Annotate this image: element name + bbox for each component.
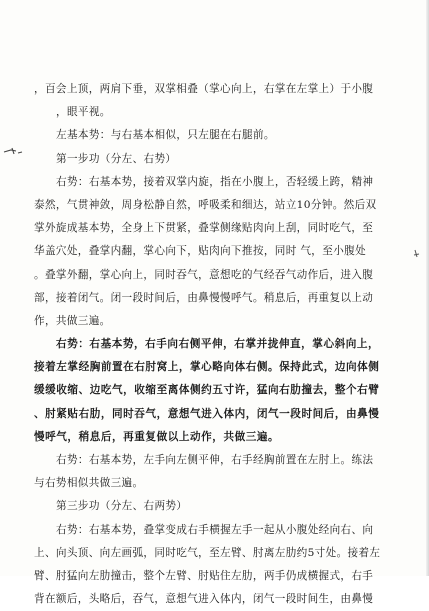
- text-line: ，眼平视。: [56, 106, 111, 119]
- text-line: 背在额后，头略后，吞气，意想气进入体内，闭气一段时间生，由鼻慢: [34, 593, 374, 606]
- text-line: 接着左掌经胸前置在右肘窝上，掌心略向体右侧。保持此式，边向体侧: [34, 361, 380, 374]
- text-line: 华盖穴处，叠掌内翻，掌心向下，贴肉向下推按，同时 气，至小腹处: [34, 245, 367, 258]
- text-line: 右势：右基本势，接着双掌内旋，指在小腹上，否轻缓上跨，精神: [56, 175, 374, 188]
- text-line: 掌外旋成基本势，全身上下贯紧，叠掌侧缘贴肉向上刮，同时吃气，至: [34, 222, 374, 235]
- text-line: ，百会上顶，两肩下垂，双掌相叠（掌心向上，右掌在左掌上）于小腹: [34, 83, 374, 95]
- text-line: 。叠掌外翻，掌心向上，同时吞气，意想吃的气经吞气动作后，进入腹: [34, 268, 374, 281]
- text-line: 与右势相似共做三遍。: [34, 477, 144, 490]
- text-line: 、肘紧贴右肋，同时吞气，意想气进入体内，闭气一段时间后，由鼻慢: [34, 407, 380, 420]
- text-line: 慢呼气，稍息后，再重复做以上动作，共做三遍。: [34, 430, 280, 443]
- text-line: 缓缓收缩、边吃气，收缩至离体侧约五寸许，猛向右肋撞去，整个右臂: [34, 384, 380, 397]
- body-text: [34, 78, 389, 611]
- scan-speck-mark: [412, 248, 422, 260]
- text-line: 右势：右基本势，叠掌变成右手横握左手一起从小腹处经向右、向: [56, 523, 374, 536]
- text-line: 右势：右基本势，右手向右侧平伸，右掌并拢伸直，掌心斜向上，: [56, 338, 380, 351]
- scan-speck-mark: [2, 143, 24, 159]
- text-line: 右势：右基本势，左手向左侧平伸，右手经胸前置在左肘上。练法: [56, 454, 374, 466]
- section-heading: 第三步功（分左、右两势）: [56, 500, 188, 513]
- text-line: 臂、肘猛向左肋撞击，整个左臂、肘贴住左肋，两手仍成横握式，右手: [34, 569, 374, 582]
- text-line: 作，共做三遍。: [34, 314, 111, 327]
- text-line: 左基本势：与右基本相似，只左腿在右腿前。: [56, 129, 275, 142]
- text-line: 泰然，气贯神敛，周身松静自然，呼吸柔和细达，站立10分钟。然后双: [34, 198, 377, 211]
- section-heading: 第一步功（分左、右势）: [56, 152, 177, 165]
- text-line: 上、向头顶、向左画弧，同时吃气，至左臂、肘离左肋约5寸处。接着左: [34, 546, 381, 559]
- text-line: 部，接着闭气。闭一段时间后，由鼻慢慢呼气。稍息后，再重复以上动: [34, 291, 374, 304]
